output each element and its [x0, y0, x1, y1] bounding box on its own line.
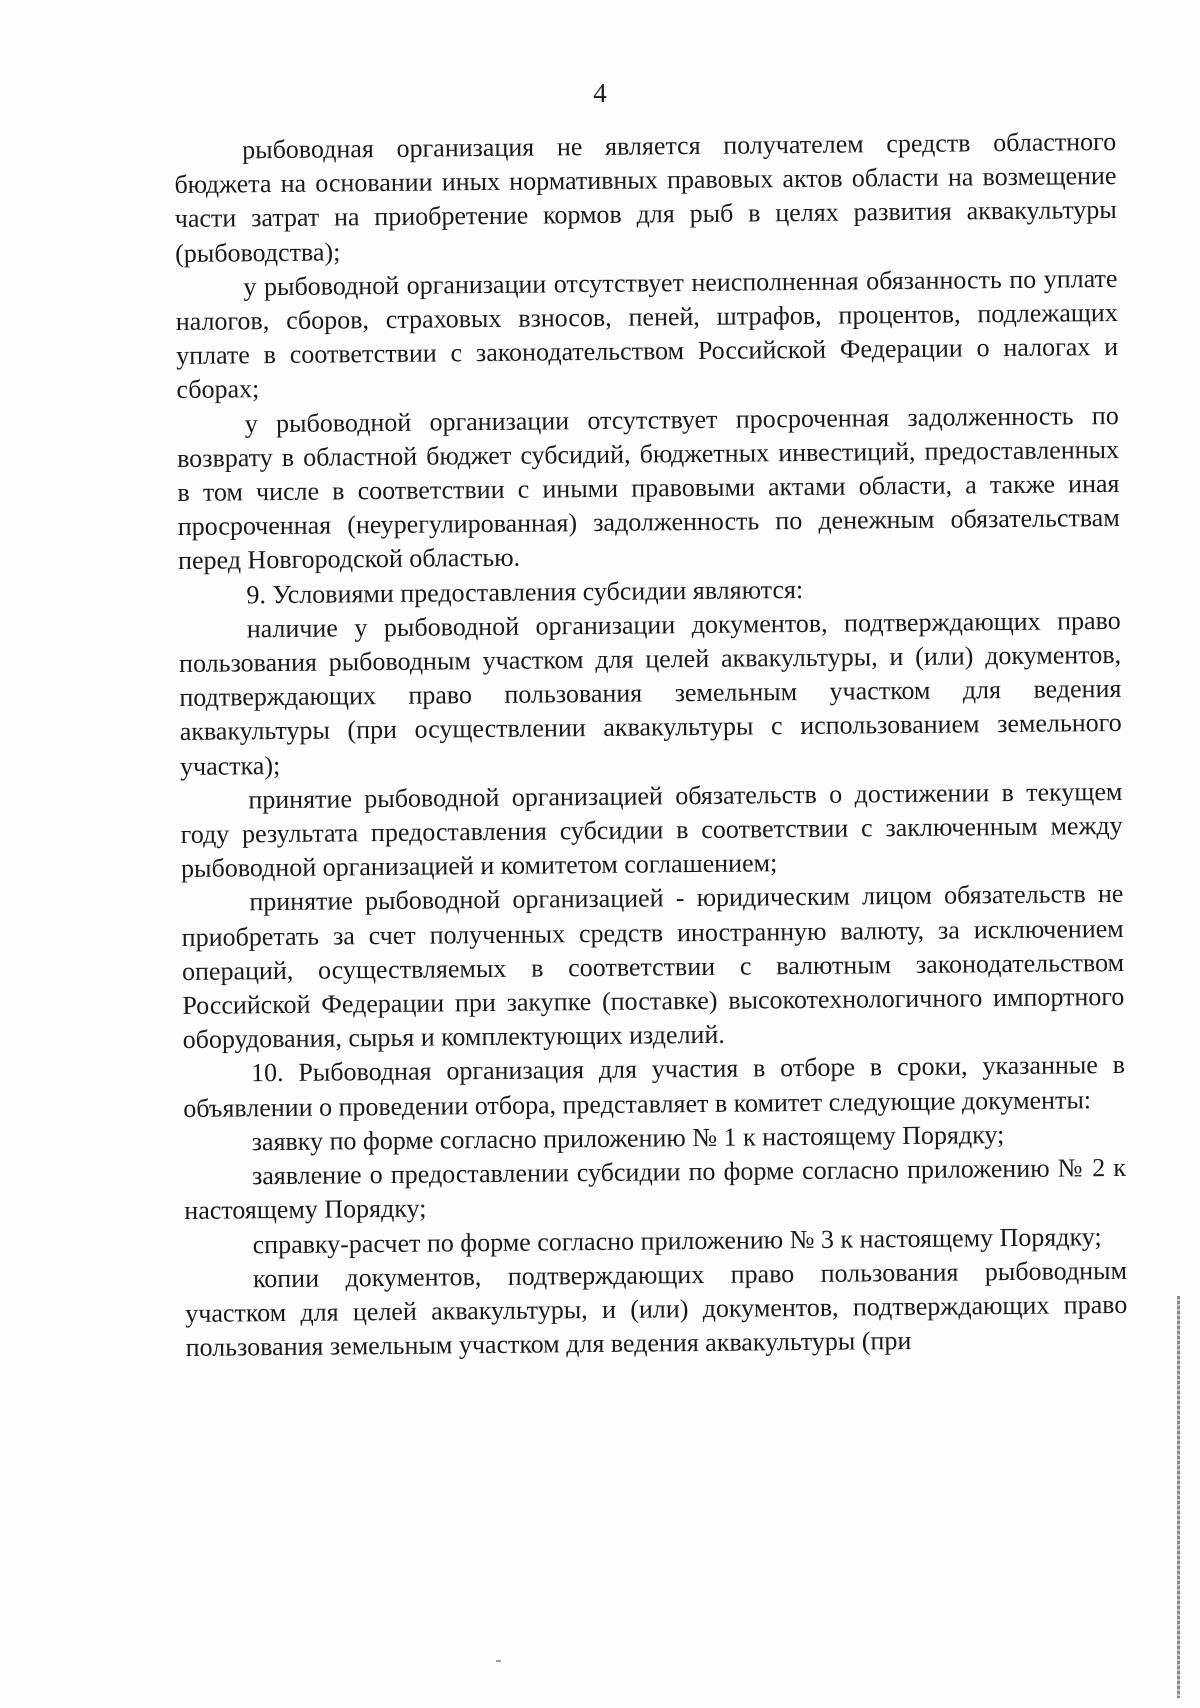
paragraph: принятие рыбоводной организацией - юридическим лицом обязательств не приобретать за счет полученных средств иностранную валюту, за исключением операций, осуществляемых в соответствии с валютным законодательством Российской Федерации при закупке (поставке) высокотехнологичного импортного оборудования, сырья и комплектующих изделий. — [181, 879, 1125, 1055]
paragraph: 9. Условиями предоставления субсидии являются: — [246, 574, 804, 609]
paragraph: справку-расчет по форме согласно приложению № 3 к настоящему Порядку; — [252, 1221, 1102, 1259]
page-number: 4 — [593, 78, 607, 108]
paragraph: заявку по форме согласно приложению № 1 к настоящему Порядку; — [251, 1119, 1005, 1157]
paragraph: у рыбоводной организации отсутствует неисполненная обязанность по уплате налогов, сборов, страховых взносов, пеней, штрафов, процентов, подлежащих уплате в соответствии с законодательством Российской Федерации о налогах и сборах; — [175, 263, 1119, 405]
paragraph: 10. Рыбоводная организация для участия в отборе в сроки, указанные в объявлении о проведении отбора, представляет в комитет следующие документы: — [183, 1050, 1126, 1123]
paragraph: копии документов, подтверждающих право пользования рыбоводным участком для целей аквакультуры, и (или) документов, подтверждающих право пользования земельным участком для ведения аквакультуры (при — [185, 1255, 1128, 1363]
paragraph: у рыбоводной организации отсутствует просроченная задолженность по возврату в областной бюджет субсидий, бюджетных инвестиций, предоставленных в том числе в соответствии с иными правовыми актами области, а также иная просроченная (неурегулированная) задолженность по денежным обязательствам перед Новгородской областью. — [176, 400, 1120, 576]
paragraph: заявление о предоставлении субсидии по форме согласно приложению № 2 к настоящему Порядку; — [184, 1153, 1127, 1226]
paragraph: наличие у рыбоводной организации документов, подтверждающих право пользования рыбоводным участком для целей аквакультуры, и (или) документов, подтверждающих право пользования земельным участком для ведения аквакультуры (при осуществлении аквакультуры с использованием земельного участка); — [178, 605, 1122, 781]
document-body — [174, 125, 1128, 1365]
paragraph: принятие рыбоводной организацией обязательств о достижении в текущем году результата предоставления субсидии в соответствии с заключенным между рыбоводной организацией и комитетом соглашением; — [180, 776, 1123, 884]
scan-edge-artifact — [1177, 1296, 1180, 1698]
scan-dot-artifact — [496, 1660, 501, 1662]
paragraph: рыбоводная организация не является получателем средств областного бюджета на основании иных нормативных правовых актов области на возмещение части затрат на приобретение кормов для рыб в целях развития аквакультуры (рыбоводства); — [174, 126, 1117, 268]
